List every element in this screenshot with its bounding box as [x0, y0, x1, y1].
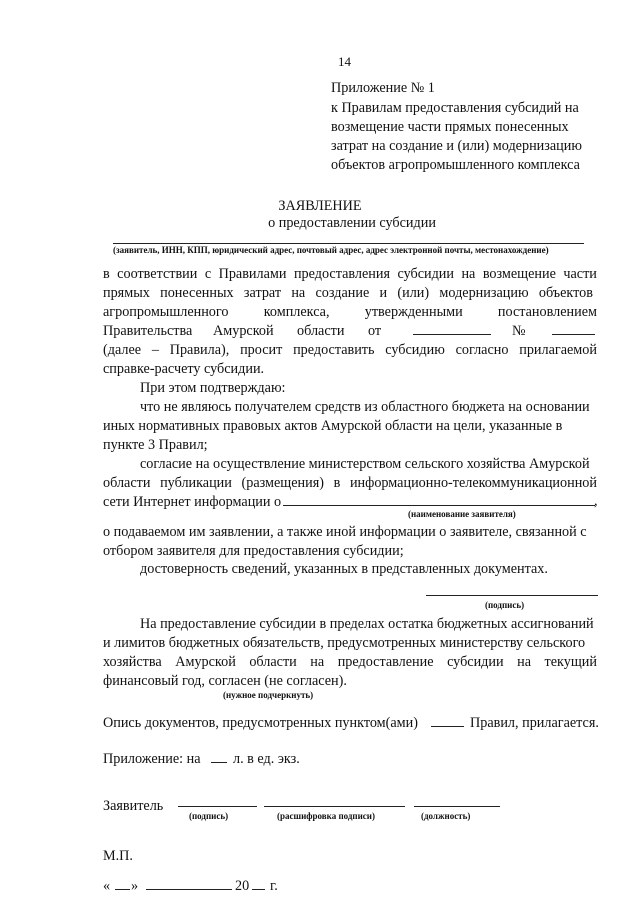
date-input-line[interactable]	[413, 334, 491, 335]
applicant-name-caption: (наименование заявителя)	[408, 509, 516, 519]
year-input-line[interactable]	[252, 889, 265, 890]
appendix-line-5: объектов агропромышленного комплекса	[331, 157, 580, 173]
applicant-caption: (заявитель, ИНН, КПП, юридический адрес, почтовый адрес, адрес электронной почты, местонахождение)	[113, 245, 549, 255]
inventory-text: Опись документов, предусмотренных пунктом(ами)	[103, 715, 418, 731]
item2-line-4: о подаваемом им заявлении, а также иной информации о заявителе, связанной с	[103, 524, 587, 540]
appendix-line-3: возмещение части прямых понесенных	[331, 119, 569, 135]
para1-line-1: в соответствии с Правилами предоставления субсидии на возмещение части	[103, 266, 597, 282]
applicant-decode-line[interactable]	[264, 806, 405, 807]
applicant-signature-line[interactable]	[178, 806, 257, 807]
confirm-heading: При этом подтверждаю:	[140, 380, 286, 396]
item2-line-3-comma: ,	[594, 493, 598, 509]
para1-line-2: прямых понесенных затрат на создание и (или) модернизацию объектов	[103, 285, 593, 301]
attachment-text-end: л. в ед. экз.	[233, 751, 300, 767]
item2-line-1: согласие на осуществление министерством сельского хозяйства Амурской	[140, 456, 590, 472]
year-prefix: 20	[235, 878, 250, 894]
applicant-label: Заявитель	[103, 798, 164, 814]
para1-line-4b: Амурской	[213, 323, 274, 339]
applicant-input-line[interactable]	[113, 243, 584, 244]
year-suffix: г.	[270, 878, 278, 894]
item3-line: достоверность сведений, указанных в представленных документах.	[140, 561, 548, 577]
applicant-position-line[interactable]	[414, 806, 500, 807]
appendix-line-2: к Правилам предоставления субсидий на	[331, 100, 579, 116]
sign-caption-signature: (подпись)	[189, 811, 229, 821]
para2-line-4: финансовый год, согласен (не согласен).	[103, 673, 347, 689]
signature-caption: (подпись)	[485, 600, 525, 610]
attachment-text: Приложение: на	[103, 751, 201, 767]
appendix-line-1: Приложение № 1	[331, 80, 435, 96]
document-title: ЗАЯВЛЕНИЕ	[278, 198, 362, 214]
para2-line-3: хозяйства Амурской области на предоставление субсидии на текущий	[103, 654, 597, 670]
attachment-sheets-input-line[interactable]	[211, 762, 227, 763]
para1-line-3: агропромышленного комплекса, утвержденными постановлением	[103, 304, 597, 320]
day-input-line[interactable]	[115, 889, 130, 890]
para1-line-4e: №	[512, 323, 526, 339]
item1-line-3: пункте 3 Правил;	[103, 437, 208, 453]
para1-line-4a: Правительства	[103, 323, 193, 339]
item2-line-2: области публикации (размещения) в информационно-телекоммуникационной	[103, 475, 597, 491]
document-subtitle: о предоставлении субсидии	[268, 215, 436, 231]
para2-caption: (нужное подчеркнуть)	[223, 690, 314, 700]
item1-line-1: что не являюсь получателем средств из областного бюджета на основании	[140, 399, 590, 415]
appendix-line-4: затрат на создание и (или) модернизацию	[331, 138, 582, 154]
date-open-quote: «	[103, 878, 111, 894]
number-input-line[interactable]	[552, 334, 595, 335]
para1-line-4c: области	[297, 323, 345, 339]
page-number: 14	[338, 54, 351, 69]
para2-line-2: и лимитов бюджетных обязательств, предусмотренных министерству сельского	[103, 635, 586, 651]
stamp-label: М.П.	[103, 848, 133, 864]
para1-line-4d: от	[368, 323, 382, 339]
item2-line-5: отбором заявителя для предоставления субсидии;	[103, 543, 404, 559]
item2-line-3: сети Интернет информации о	[103, 494, 282, 510]
para1-line-6: справке-расчету субсидии.	[103, 361, 265, 377]
date-close-quote: »	[131, 878, 139, 894]
item1-line-2: иных нормативных правовых актов Амурской области на цели, указанные в	[103, 418, 563, 434]
para1-line-5: (далее – Правила), просит предоставить субсидию согласно прилагаемой	[103, 342, 597, 358]
signature-input-line[interactable]	[426, 595, 598, 596]
inventory-items-input-line[interactable]	[431, 726, 464, 727]
month-input-line[interactable]	[146, 889, 232, 890]
applicant-name-input-line[interactable]	[283, 505, 595, 506]
sign-caption-decode: (расшифровка подписи)	[277, 811, 375, 821]
sign-caption-position: (должность)	[421, 811, 471, 821]
inventory-text-end: Правил, прилагается.	[470, 715, 599, 731]
para2-line-1: На предоставление субсидии в пределах остатка бюджетных ассигнований	[140, 616, 594, 632]
